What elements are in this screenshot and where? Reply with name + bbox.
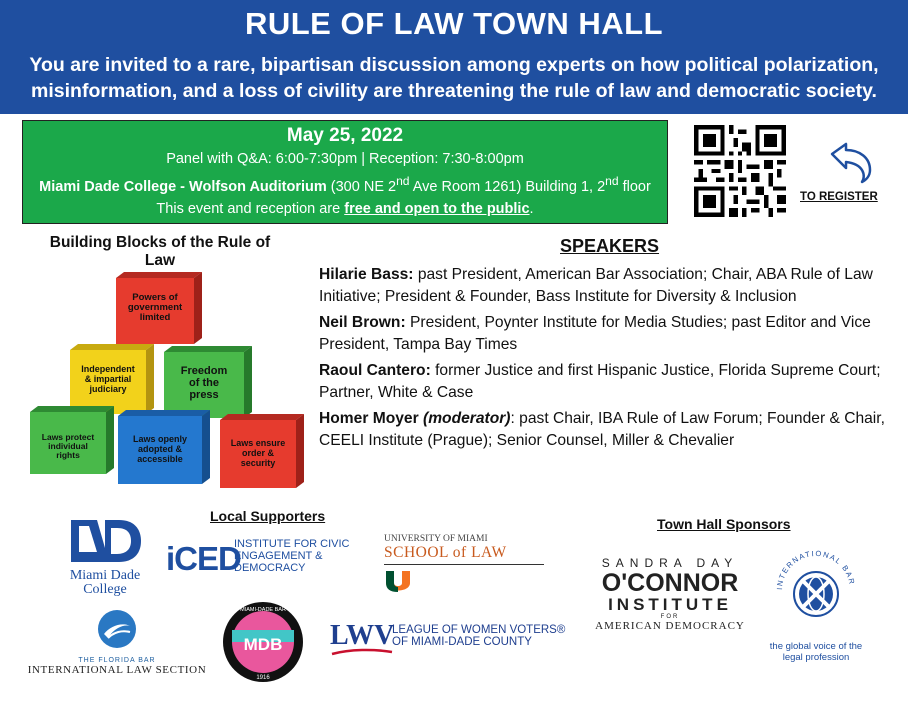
speaker-bio: past President, American Bar Association; Chair, ABA Rule of Law Initiative; President & Founder, Bass Institute for Diversity & Inclusion (319, 266, 873, 305)
block-openly-adopted (118, 410, 210, 484)
venue-name: Miami Dade College - Wolfson Auditorium (39, 178, 327, 195)
public-note-post: . (529, 200, 534, 217)
um-line1: UNIVERSITY OF MIAMI (384, 534, 488, 544)
iba-globe-icon (772, 546, 860, 634)
block-powers-limited (116, 272, 202, 344)
iba-logo (762, 546, 870, 663)
oci-line3: INSTITUTE (608, 595, 732, 614)
iced-wordmark: iCED (166, 540, 241, 577)
speaker-bio: : past Chair, IBA Rule of Law Forum; Founder & Chair, CEELI Institute (Prague); Senior Counsel, Miller & Chevalier (319, 410, 885, 449)
oci-line1: SANDRA DAY (601, 556, 739, 570)
lwv-swoosh-icon (330, 648, 394, 656)
event-public-note (23, 198, 667, 220)
blocks-title: Building Blocks of the Rule of Law (49, 234, 271, 269)
event-details-box (22, 120, 668, 224)
block-independent-judiciary (70, 344, 154, 414)
speaker-name: Homer Moyer (319, 410, 423, 427)
florida-bar-line1: THE FLORIDA BAR (78, 657, 156, 664)
iced-logo (166, 528, 366, 580)
block-individual-rights (30, 406, 114, 474)
local-supporters-heading: Local Supporters (210, 508, 326, 524)
speaker-item (319, 264, 903, 308)
iced-tagline: INSTITUTE FOR CIVIC ENGAGEMENT & DEMOCRACY (234, 538, 350, 574)
venue-address-mid: Ave Room 1261) Building 1, 2 (409, 178, 606, 195)
speakers-list (319, 264, 903, 456)
svg-text:Powers ofgovernmentlimited: Powers of government limited (127, 292, 183, 323)
qr-code-icon[interactable] (694, 125, 786, 217)
iba-tagline: the global voice of the legal profession (769, 641, 863, 663)
speaker-item (319, 408, 903, 452)
event-venue (23, 170, 667, 198)
um-line2: SCHOOL of LAW (384, 544, 507, 561)
venue-address-sup2: nd (605, 174, 619, 188)
speaker-name: Hilarie Bass: (319, 266, 414, 283)
speaker-item (319, 360, 903, 404)
svg-text:Laws ensureorder &security: Laws ensure order & security (230, 438, 286, 468)
register-link[interactable]: TO REGISTER (800, 191, 878, 203)
venue-address-post: floor (618, 178, 651, 195)
block-order-security (220, 414, 304, 488)
sponsors-heading: Town Hall Sponsors (657, 516, 791, 532)
mdb-mark: MDB (243, 635, 283, 654)
venue-address-pre: (300 NE 2 (326, 178, 397, 195)
event-date: May 25, 2022 (286, 125, 404, 146)
oci-line2: O'CONNOR (601, 569, 739, 597)
speaker-bio: President, Poynter Institute for Media Studies; past Editor and Vice President, Tampa Bay Times (319, 314, 871, 353)
curved-arrow-icon (822, 140, 874, 184)
svg-text:Laws protectindividualrights: Laws protect individual rights (41, 432, 95, 460)
header-banner (0, 0, 908, 114)
mdc-label: Miami Dade College (69, 568, 141, 597)
venue-address-sup1: nd (396, 174, 410, 188)
svg-text:Independent& impartialjudiciar: Independent & impartial judiciary (81, 364, 135, 394)
mdb-year: 1916 (256, 675, 270, 681)
oci-line5: AMERICAN DEMOCRACY (595, 620, 745, 632)
florida-bar-line2: INTERNATIONAL LAW SECTION (27, 664, 207, 676)
oconnor-institute-logo (590, 556, 750, 632)
mdb-ring-text: MIAMI-DADE BAR (240, 607, 286, 613)
speaker-role: (moderator) (423, 410, 511, 427)
florida-bar-seal-icon (96, 608, 138, 650)
mdc-mark-icon (67, 518, 143, 564)
iba-ring-text: INTERNATIONAL BAR (774, 548, 857, 591)
svg-text:Laws openlyadopted &accessible: Laws openly adopted & accessible (132, 434, 188, 464)
free-and-open-link[interactable]: free and open to the public (344, 200, 530, 217)
speaker-item (319, 312, 903, 356)
speakers-heading: SPEAKERS (560, 236, 660, 256)
miami-dade-college-logo (55, 518, 155, 597)
page-title: RULE OF LAW TOWN HALL (244, 6, 664, 41)
lwv-wordmark: LWV (330, 620, 395, 651)
florida-bar-logo (22, 608, 212, 676)
speaker-name: Raoul Cantero: (319, 362, 431, 379)
miami-law-logo (384, 534, 544, 598)
block-freedom-press (164, 346, 252, 418)
oci-line4: FOR (660, 614, 680, 620)
lwv-tagline: LEAGUE OF WOMEN VOTERS® OF MIAMI-DADE COUNTY (392, 624, 566, 648)
um-divider (384, 564, 544, 565)
speaker-name: Neil Brown: (319, 314, 406, 331)
speaker-bio: former Justice and first Hispanic Justice, Florida Supreme Court; Partner, White & Case (319, 362, 881, 401)
lwv-logo (330, 620, 570, 656)
mdb-logo (222, 600, 304, 684)
building-blocks-illustration (26, 272, 312, 498)
svg-text:Freedomof thepress: Freedom of the press (180, 365, 228, 401)
public-note-pre: This event and reception are (156, 200, 345, 217)
event-schedule: Panel with Q&A: 6:00-7:30pm | Reception: 7:30-8:00pm (166, 151, 524, 167)
page-subtitle: You are invited to a rare, bipartisan discussion among experts on how political polarization, misinformation, and a loss of civility are threatening the rule of law and democratic society. (29, 54, 879, 102)
u-logo-icon (384, 569, 412, 593)
